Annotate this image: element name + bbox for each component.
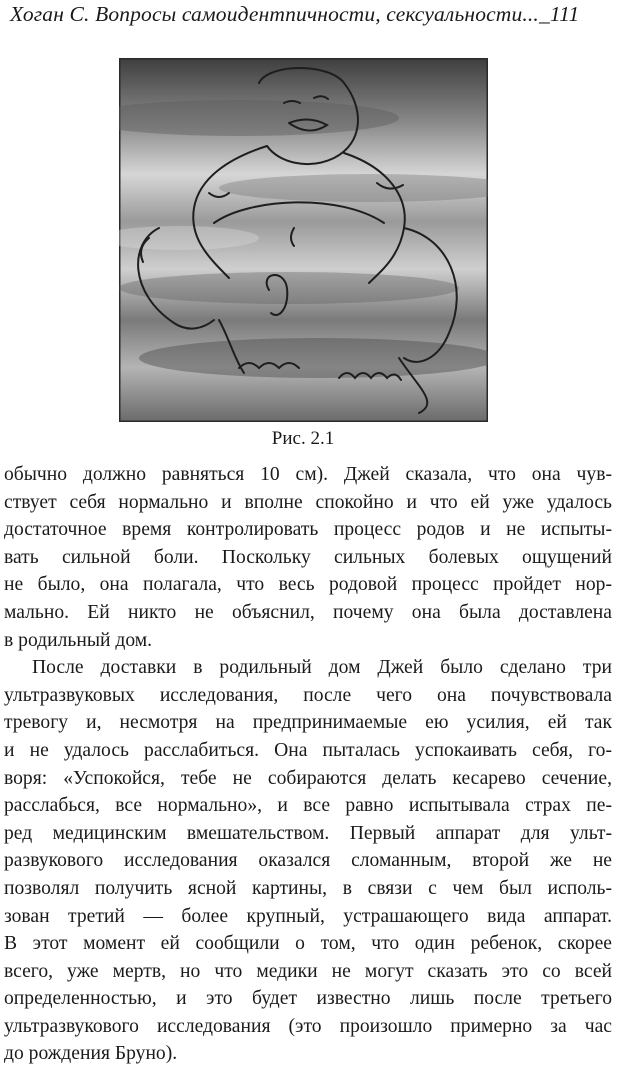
text-line: не было, она полагала, что весь родовой процесс пройдет нор- bbox=[4, 574, 612, 596]
text-line: обычно должно равняться 10 см). Джей сказала, что она чув- bbox=[4, 464, 612, 485]
text-line: определенностью, и это будет известно лишь после третьего bbox=[4, 988, 612, 1010]
text-line: воря: «Успокойся, тебе не собираются делать кесарево сечение, bbox=[4, 767, 612, 789]
text-line: развукового исследования оказался сломанным, второй же не bbox=[4, 850, 612, 872]
text-line: ультразвуковых исследования, после чего она почувствовала bbox=[4, 684, 612, 706]
running-header: Хоган С. Вопросы самоидентпичности, сексуальности..._111 bbox=[10, 2, 580, 26]
text-line: и не удалось расслабиться. Она пыталась успокаивать себя, го- bbox=[4, 739, 612, 761]
figure-drawing bbox=[119, 58, 488, 422]
pencil-sketch-illustration bbox=[119, 58, 488, 422]
text-line: тревогу и, несмотря на предпринимаемые ею усилия, ей так bbox=[4, 712, 612, 734]
text-line: достаточное время контролировать процесс родов и не испыты- bbox=[4, 519, 612, 541]
body-text bbox=[4, 461, 612, 1068]
text-line: расслабься, все нормально», и все равно испытывала страх пе- bbox=[4, 795, 612, 817]
text-line: вать сильной боли. Поскольку сильных болевых ощущений bbox=[4, 546, 612, 568]
text-line: После доставки в родильный дом Джей было сделано три bbox=[32, 657, 612, 679]
figure-caption: Рис. 2.1 bbox=[271, 428, 335, 449]
text-line: зован третий — более крупный, устрашающего вида аппарат. bbox=[4, 905, 612, 927]
text-line: ред медицинским вмешательством. Первый аппарат для ульт- bbox=[4, 822, 612, 844]
text-line: до рождения Бруно). bbox=[4, 1043, 178, 1065]
text-line: ствует себя нормально и вполне спокойно и что ей уже удалось bbox=[4, 491, 612, 513]
text-line: В этот момент ей сообщили о том, что один ребенок, скорее bbox=[4, 933, 612, 955]
text-line: позволял получить ясной картины, в связи с чем был исполь- bbox=[4, 877, 612, 899]
text-line: мально. Ей никто не объяснил, почему она была доставлена bbox=[4, 601, 612, 623]
text-line: ультразвукового исследования (это произошло примерно за час bbox=[4, 1015, 612, 1037]
text-line: в родильный дом. bbox=[4, 629, 153, 651]
text-line: всего, уже мертв, но что медики не могут сказать это со всей bbox=[4, 960, 612, 982]
